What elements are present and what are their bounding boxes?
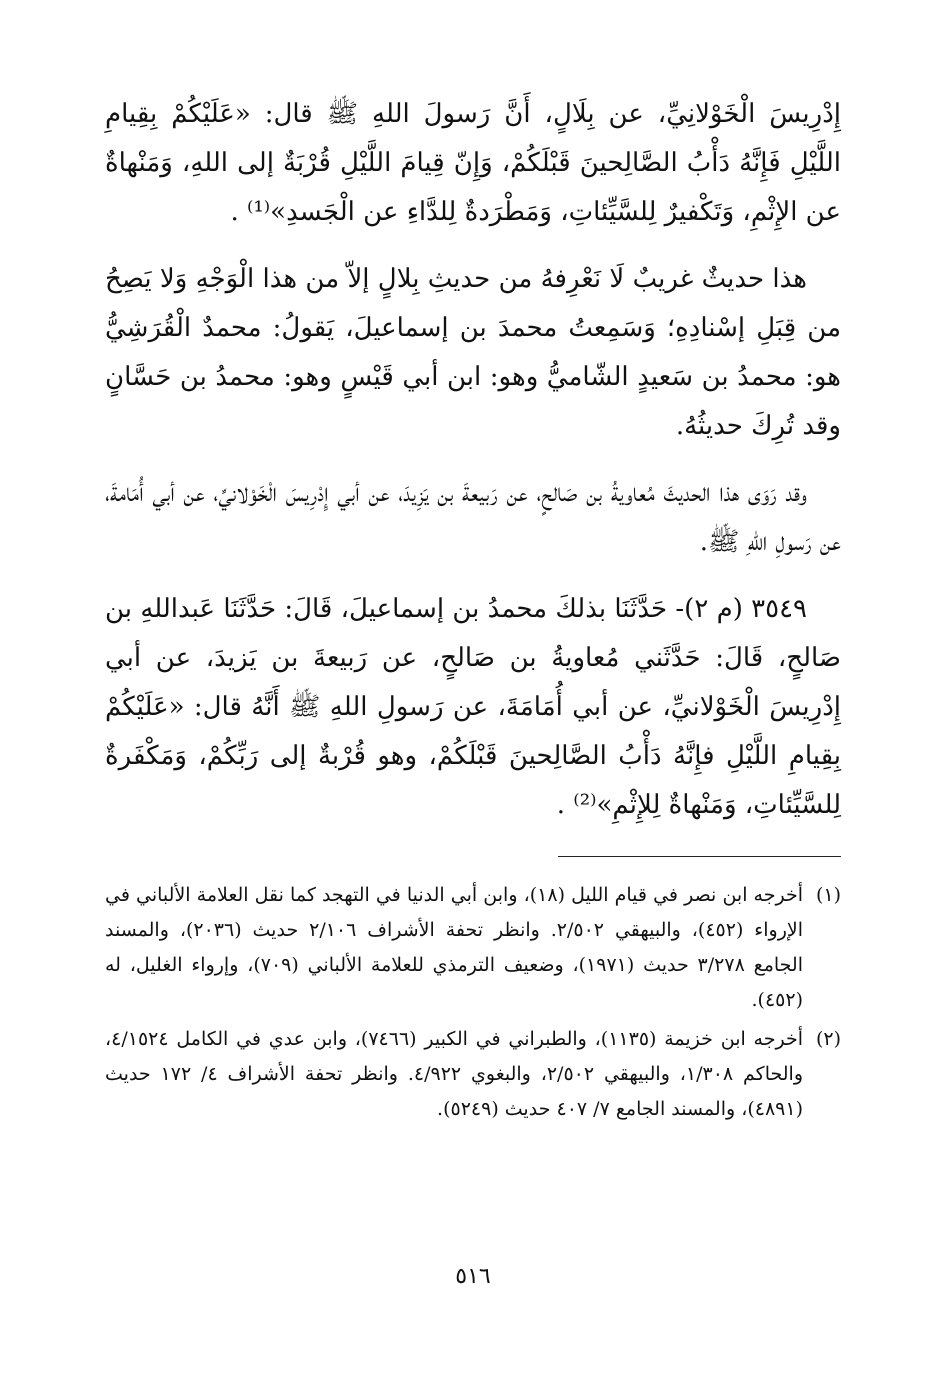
main-text — [105, 90, 841, 848]
paragraph-hadith-3549: ٣٥٤٩ (م ٢)- حَدَّثَنَا بذلكَ محمدُ بن إسماعيلَ، قَالَ: حَدَّثَنَا عَبداللهِ بن صَالحٍ، قَالَ: حَدَّثَني مُعاويةُ بن صَالحٍ، عن رَبيعةَ بن يَزيدَ، عن أبي إِدْرِيسَ الْخَوْلانيِّ، عن أبي أُمَامَةَ، عن رَسولِ اللهِ ﷺ أَنَّهُ قال: «عَلَيْكُمْ بِقِيامِ اللَّيْلِ فإِنَّهُ دَأْبُ الصَّالِحينَ قَبْلَكُمْ، وهو قُرْبةٌ إلى رَبِّكُمْ، وَمَكْفَرةٌ لِلسَّيِّئاتِ، وَمَنْهاةٌ لِلإِثْمِ»⁽²⁾ . — [105, 594, 841, 820]
footnote-1 — [105, 878, 841, 1018]
footnote-number: (١) — [815, 884, 841, 906]
footnote-text: أخرجه ابن نصر في قيام الليل (١٨)، وابن أبي الدنيا في التهجد كما نقل العلامة الألباني في الإرواء (٤٥٢)، والبيهقي ٢/٥٠٢. وانظر تحفة الأشراف ٢/١٠٦ حديث (٢٠٣٦)، والمسند الجامع ٣/٢٧٨ حديث (١٩٧١)، وضعيف الترمذي للعلامة الألباني (٧٠٩)، وإرواء الغليل، له (٤٥٢). — [105, 884, 803, 1011]
footnotes — [105, 878, 841, 1131]
footnote-text: أخرجه ابن خزيمة (١١٣٥)، والطبراني في الكبير (٧٤٦٦)، وابن عدي في الكامل ٤/١٥٢٤، والحاكم ١/٣٠٨، والبيهقي ٢/٥٠٢، والبغوي ٤/٩٢٢. وانظر تحفة الأشراف ٤/ ١٧٢ حديث (٤٨٩١)، والمسند الجامع ٧/ ٤٠٧ حديث (٥٢٤٩). — [105, 1028, 803, 1120]
footnote-2 — [105, 1022, 841, 1127]
footnote-divider — [558, 856, 841, 857]
paragraph-hadith-text: إِدْرِيسَ الْخَوْلانِيِّ، عن بِلَالٍ، أَنَّ رَسولَ اللهِ ﷺ قال: «عَلَيْكُمْ بِقِيامِ اللَّيْلِ فَإِنَّهُ دَأْبُ الصَّالِحينَ قَبْلَكُمْ، وَإِنّ قِيامَ اللَّيْلِ قُرْبَةٌ إلى اللهِ، وَمَنْهاةٌ عن الإِثْمِ، وَتَكْفيرٌ لِلسَّيِّئاتِ، وَمَطْرَدةٌ لِلدَّاءِ عن الْجَسدِ»⁽¹⁾ . — [105, 99, 841, 227]
paragraph-narration: وقد رَوَى هذا الحديثَ مُعاويةُ بن صَالحٍ، عن رَبيعةَ بن يَزِيدَ، عن أبي إِدْرِيسَ الْخَوْلانيِّ، عن أبي أُمَامةَ، عن رَسولِ اللهِ ﷺ. — [105, 478, 841, 557]
footnote-number: (٢) — [815, 1028, 841, 1050]
paragraph-commentary: هذا حديثٌ غريبٌ لَا نَعْرِفهُ من حديثِ بِلالٍ إلاّ من هذا الْوَجْهِ وَلا يَصِحُ من قِبَلِ إسْنادِهِ؛ وَسَمِعتُ محمدَ بن إسماعيلَ، يَقولُ: محمدٌ الْقُرَشِيُّ هو: محمدُ بن سَعيدٍ الشّاميُّ وهو: ابن أبي قَيْسٍ وهو: محمدُ بن حَسَّانٍ وقد تُرِكَ حديثُهُ. — [105, 264, 841, 441]
page-number: ٥١٦ — [455, 1264, 491, 1289]
